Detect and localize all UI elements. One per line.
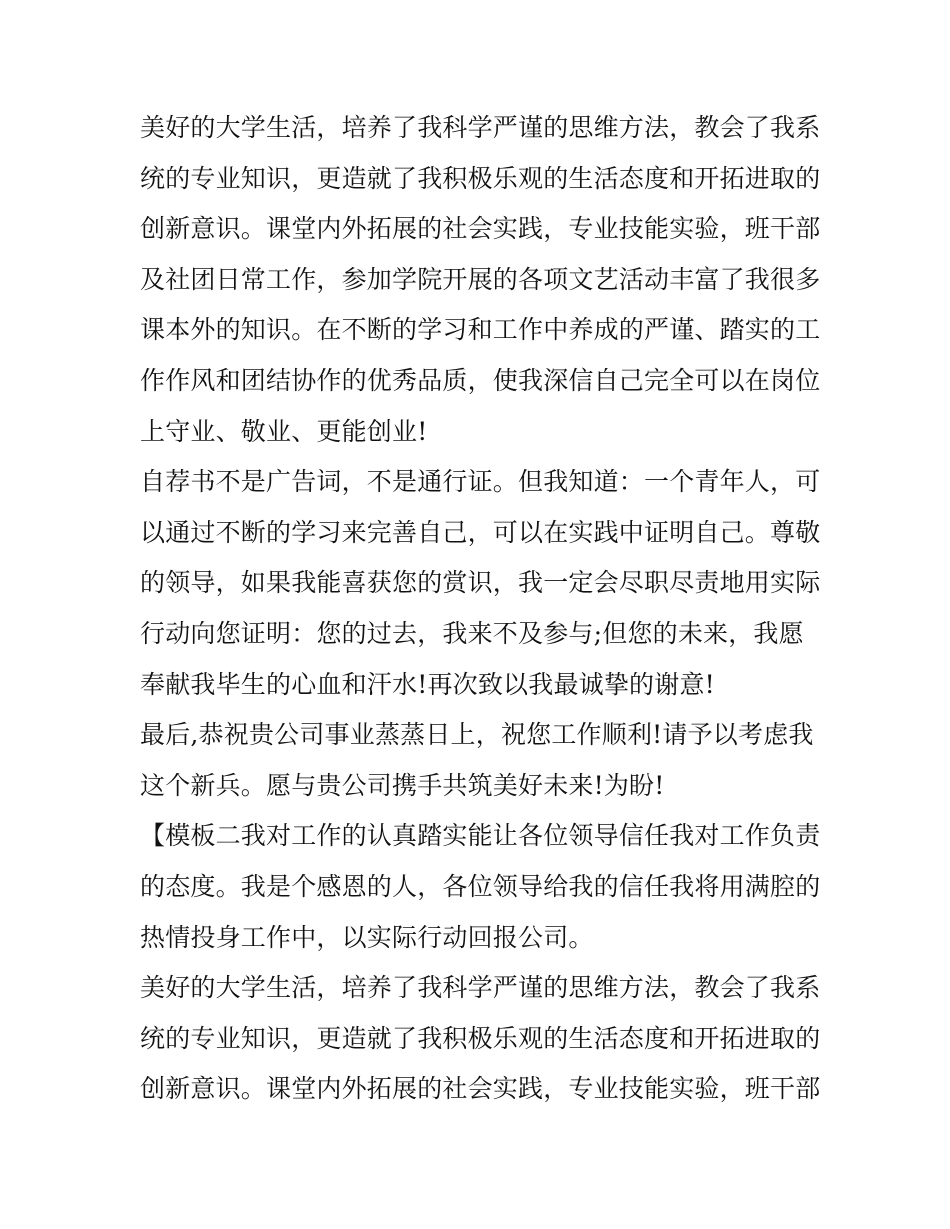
text-line: 创新意识。课堂内外拓展的社会实践，专业技能实验，班干部 [140,214,821,244]
text-line: 【模板二我对工作的认真踏实能让各位领导信任我对工作负责 [140,821,821,851]
text-line: 创新意识。课堂内外拓展的社会实践，专业技能实验，班干部 [140,1074,821,1104]
text-line: 上守业、敬业、更能创业! [140,416,428,446]
text-line: 行动向您证明：您的过去，我来不及参与;但您的未来，我愿 [140,618,804,648]
text-line: 热情投身工作中，以实际行动回报公司。 [140,922,594,952]
text-line: 课本外的知识。在不断的学习和工作中养成的严谨、踏实的工 [140,315,821,345]
text-line: 这个新兵。愿与贵公司携手共筑美好未来!为盼! [140,770,665,800]
text-line: 自荐书不是广告词，不是通行证。但我知道：一个青年人，可 [140,467,821,497]
text-line: 以通过不断的学习来完善自己，可以在实践中证明自己。尊敬 [140,517,821,547]
text-line: 奉献我毕生的心血和汗水!再次致以我最诚挚的谢意! [140,669,715,699]
text-line: 统的专业知识，更造就了我积极乐观的生活态度和开拓进取的 [140,163,821,193]
text-line: 的领导，如果我能喜获您的赏识，我一定会尽职尽责地用实际 [140,568,821,598]
body-text [140,103,820,1115]
text-line: 美好的大学生活，培养了我科学严谨的思维方法，教会了我系 [140,113,821,142]
text-line: 最后,恭祝贵公司事业蒸蒸日上，祝您工作顺利!请予以考虑我 [140,720,814,750]
text-line: 作作风和团结协作的优秀品质，使我深信自己完全可以在岗位 [140,365,821,395]
text-line: 美好的大学生活，培养了我科学严谨的思维方法，教会了我系 [140,973,821,1003]
text-line: 的态度。我是个感恩的人，各位领导给我的信任我将用满腔的 [140,871,821,901]
text-line: 统的专业知识，更造就了我积极乐观的生活态度和开拓进取的 [140,1023,821,1053]
text-line: 及社团日常工作，参加学院开展的各项文艺活动丰富了我很多 [140,264,821,294]
